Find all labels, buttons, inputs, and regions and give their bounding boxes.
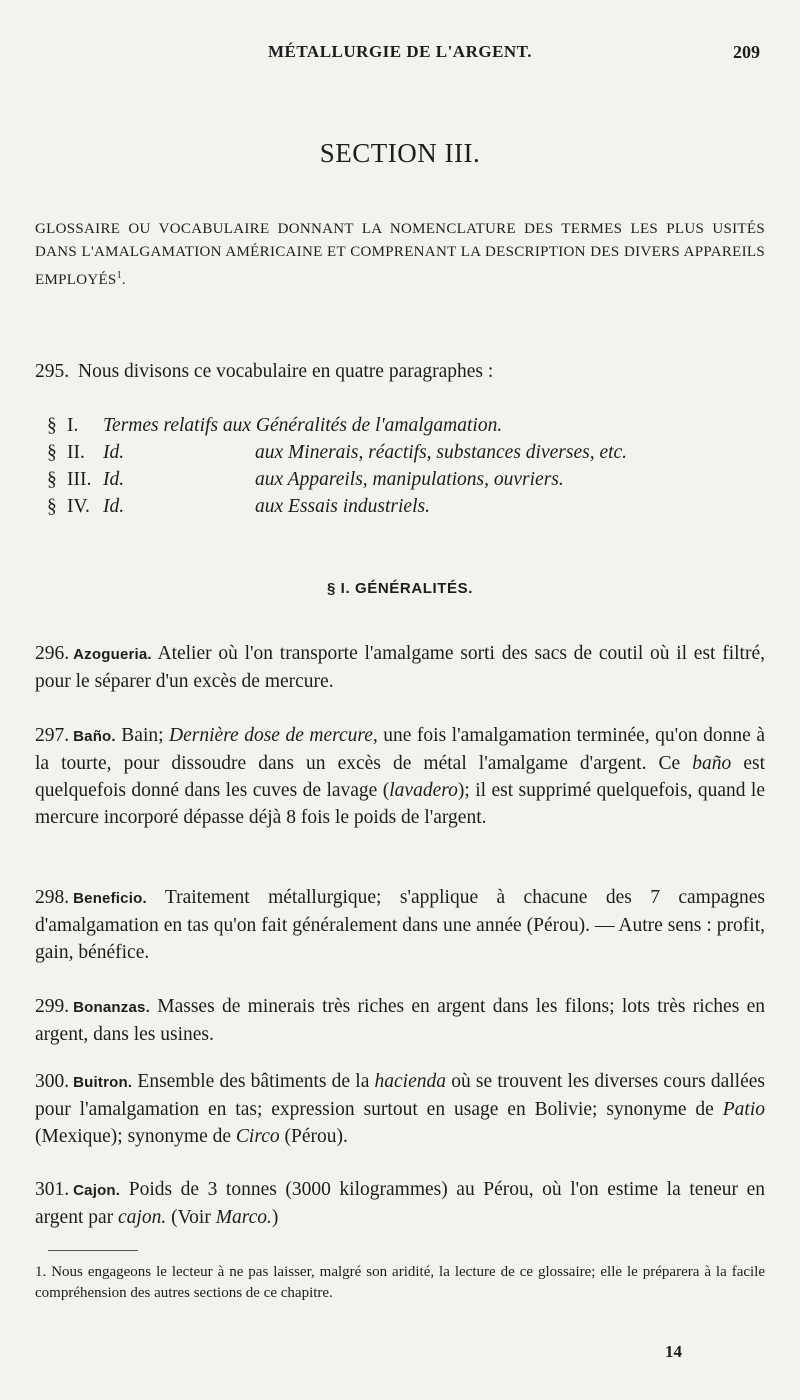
- list-item: [35, 415, 765, 442]
- section-sign: §: [47, 415, 57, 436]
- roman-numeral: III.: [67, 469, 92, 490]
- list-item-label: aux Minerais, réactifs, substances diverses, etc.: [255, 442, 628, 463]
- entry-text: (Pérou).: [279, 1126, 348, 1147]
- entry-text-italic: cajon.: [118, 1207, 167, 1228]
- section-sign: §: [47, 442, 57, 463]
- entry-term: Cajon.: [73, 1182, 121, 1199]
- entry-text: Atelier où l'on transporte l'amalgame sorti des sacs de coutil où il est filtré, pour le séparer d'un excès de mercure.: [35, 643, 765, 692]
- entry-text-italic: baño: [692, 753, 732, 774]
- signature-mark: 14: [665, 1342, 682, 1361]
- paragraph-text: Nous divisons ce vocabulaire en quatre paragraphes :: [78, 361, 494, 382]
- roman-numeral: I.: [67, 415, 79, 436]
- glossary-entry: [35, 722, 765, 831]
- entry-term: Beneficio.: [73, 890, 147, 907]
- entry-number: 301.: [35, 1179, 70, 1200]
- entry-text: Traitement métallurgique; s'applique à chacune des 7 campagnes d'amalgamation en tas qu'on fait généralement dans une année (Pérou). — Autre sens : profit, gain, bénéfice.: [35, 887, 765, 963]
- paragraph-295: [35, 358, 765, 385]
- entry-number: 299.: [35, 996, 70, 1017]
- section-heading: SECTION III.: [319, 138, 481, 168]
- entry-text: est quelquefois donné dans les cuves de lavage (: [35, 753, 765, 801]
- entry-text: ): [271, 1207, 279, 1228]
- section-sign: §: [47, 496, 57, 517]
- list-item: [35, 442, 765, 469]
- entry-number: 296.: [35, 643, 70, 664]
- list-item-label: Termes relatifs aux Généralités de l'amalgamation.: [103, 415, 503, 436]
- list-item-label: aux Essais industriels.: [255, 496, 430, 517]
- subtitle-end: .: [121, 272, 126, 288]
- glossary-entry: [35, 993, 765, 1048]
- list-item-label: aux Appareils, manipulations, ouvriers.: [255, 469, 564, 490]
- entry-number: 297.: [35, 725, 70, 746]
- entry-text: une fois l'amalgamation terminée, qu'on donne à la tourte, pour dissoudre dans un excès de métal l'amalgame d'argent. Ce: [35, 725, 765, 774]
- list-item: [35, 496, 765, 523]
- entry-text: (Mexique); synonyme de: [35, 1126, 236, 1147]
- roman-numeral: IV.: [67, 496, 90, 517]
- subsection-heading: § I. GÉNÉRALITÉS.: [326, 580, 474, 597]
- entry-text: Ensemble des bâtiments de la: [137, 1071, 375, 1092]
- entry-text: où se trouvent les diverses cours dallées pour l'amalgamation en tas; expression surtout en usage en Bolivie; synonyme de: [35, 1071, 765, 1120]
- entry-text-italic: Circo: [235, 1126, 280, 1147]
- footnote: [35, 1262, 765, 1304]
- entry-number: 298.: [35, 887, 70, 908]
- entry-term: Buitron.: [73, 1074, 133, 1091]
- running-head: [0, 42, 800, 66]
- entry-text-italic: Dernière dose de mercure,: [169, 725, 378, 746]
- entry-text: Poids de 3 tonnes (3000 kilogrammes) au Pérou, où l'on estime la teneur en argent par: [35, 1179, 765, 1228]
- running-title: MÉTALLURGIE DE L'ARGENT.: [267, 42, 533, 61]
- entry-text-italic: Marco.: [215, 1207, 272, 1228]
- entry-text-italic: hacienda: [374, 1071, 447, 1092]
- paragraph-list: [35, 415, 765, 523]
- glossary-entry: [35, 884, 765, 966]
- entry-term: Azogueria.: [73, 646, 152, 663]
- list-item-id: Id.: [103, 469, 125, 490]
- entry-text-italic: Patio: [722, 1099, 765, 1120]
- entry-term: Bonanzas.: [73, 999, 150, 1016]
- page-number: 209: [733, 42, 760, 62]
- list-item-id: Id.: [103, 442, 125, 463]
- section-subtitle: [35, 218, 765, 292]
- subtitle-text: GLOSSAIRE OU VOCABULAIRE DONNANT LA NOMENCLATURE DES TERMES LES PLUS USITÉS DANS L'AMALGAMATION AMÉRICAINE ET COMPRENANT LA DESCRIPTION DES DIVERS APPAREILS EMPLOYÉS: [35, 221, 765, 288]
- entry-number: 300.: [35, 1071, 70, 1092]
- paragraph-number: 295.: [35, 361, 70, 382]
- entry-text-italic: lavadero: [389, 780, 458, 801]
- footnote-mark: 1.: [35, 1264, 47, 1280]
- entry-text: Masses de minerais très riches en argent dans les filons; lots très riches en argent, dans les usines.: [35, 996, 765, 1045]
- list-item: [35, 469, 765, 496]
- footnote-text: Nous engageons le lecteur à ne pas laisser, malgré son aridité, la lecture de ce glossaire; elle le préparera à la facile compréhension des autres sections de ce chapitre.: [35, 1264, 766, 1301]
- footnote-divider: [48, 1250, 138, 1251]
- entry-text: (Voir: [166, 1207, 216, 1228]
- entry-text: Bain;: [121, 725, 170, 746]
- glossary-entry: [35, 1068, 765, 1150]
- entry-term: Baño.: [73, 728, 116, 745]
- list-item-id: Id.: [103, 496, 125, 517]
- glossary-entry: [35, 640, 765, 695]
- section-sign: §: [47, 469, 57, 490]
- roman-numeral: II.: [67, 442, 85, 463]
- glossary-entry: [35, 1176, 765, 1231]
- footnote-reference: 1: [116, 270, 122, 281]
- entry-text: ); il est supprimé quelquefois, quand le mercure incorporé dépasse déjà 8 fois le poids de l'argent.: [35, 780, 766, 828]
